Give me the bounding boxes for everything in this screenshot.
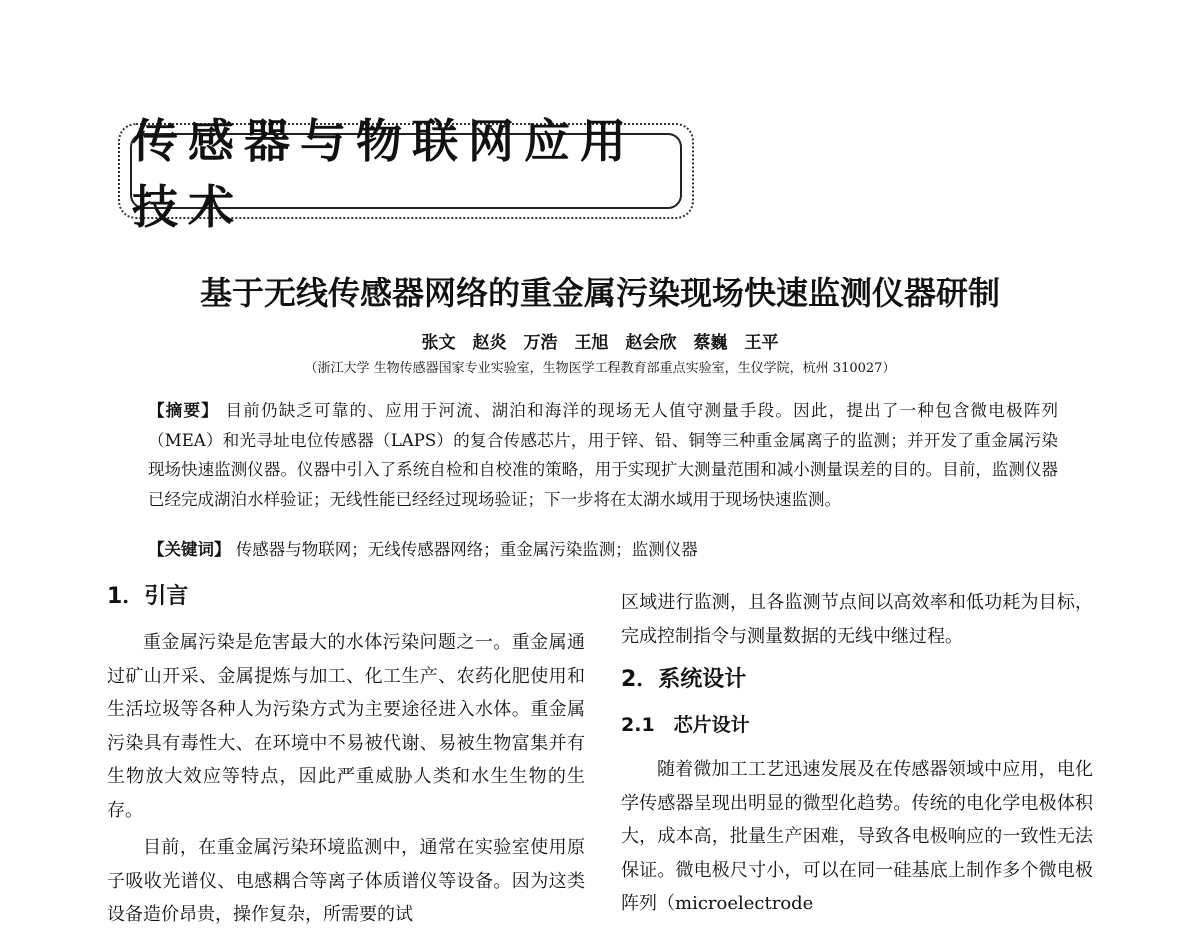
section-heading-introduction: 1．引言 (107, 584, 189, 609)
keywords-text: 传感器与物联网；无线传感器网络；重金属污染监测；监测仪器 (235, 540, 698, 559)
section-heading-system-design: 2．系统设计 (621, 667, 747, 692)
left-column (107, 580, 585, 936)
subsection-heading-chip-design: 2.1 芯片设计 (621, 714, 750, 736)
keywords (148, 538, 1058, 562)
section-banner-title: 传感器与物联网应用技术 (132, 114, 636, 234)
abstract-text: 目前仍缺乏可靠的、应用于河流、湖泊和海洋的现场无人值守测量手段。因此，提出了一种包含微电极阵列（MEA）和光寻址电位传感器（LAPS）的复合传感芯片，用于锌、铅、铜等三种重金属离子的监测；并开发了重金属污染现场快速监测仪器。仪器中引入了系统自检和自校准的策略，用于实现扩大测量范围和减小测量误差的目的。目前，监测仪器已经完成湖泊水样验证；无线性能已经经过现场验证；下一步将在太湖水域用于现场快速监测。 (148, 401, 1059, 509)
paper-affiliation: （浙江大学 生物传感器国家专业实验室，生物医学工程教育部重点实验室，生仪学院，杭州 310027） (304, 361, 896, 376)
body-paragraph: 目前，在重金属污染环境监测中，通常在实验室使用原子吸收光谱仪、电感耦合等离子体质谱仪等设备。因为这类设备造价昂贵，操作复杂，所需要的试 (107, 837, 585, 925)
keywords-label: 【关键词】 (148, 540, 231, 559)
body-paragraph: 随着微加工工艺迅速发展及在传感器领域中应用，电化学传感器呈现出明显的微型化趋势。传统的电化学电极体积大，成本高，批量生产困难，导致各电极响应的一致性无法保证。微电极尺寸小，可以在同一硅基底上制作多个微电极阵列（microelectrode (621, 759, 1093, 914)
paper-authors: 张文 赵炎 万浩 王旭 赵会欣 蔡巍 王平 (421, 333, 779, 353)
body-paragraph-continued: 区域进行监测，且各监测节点间以高效率和低功耗为目标，完成控制指令与测量数据的无线中继过程。 (621, 592, 1093, 647)
paper-title: 基于无线传感器网络的重金属污染现场快速监测仪器研制 (199, 274, 1000, 312)
body-paragraph: 重金属污染是危害最大的水体污染问题之一。重金属通过矿山开采、金属提炼与加工、化工生产、农药化肥使用和生活垃圾等各种人为污染方式为主要途径进入水体。重金属污染具有毒性大、在环境中不易被代谢、易被生物富集并有生物放大效应等特点，因此严重威胁人类和水生生物的生存。 (107, 632, 585, 821)
abstract-label: 【摘要】 (148, 401, 219, 420)
abstract (148, 396, 1058, 514)
section-banner-frame (130, 114, 682, 234)
section-banner (118, 114, 694, 234)
right-column (621, 586, 1093, 925)
